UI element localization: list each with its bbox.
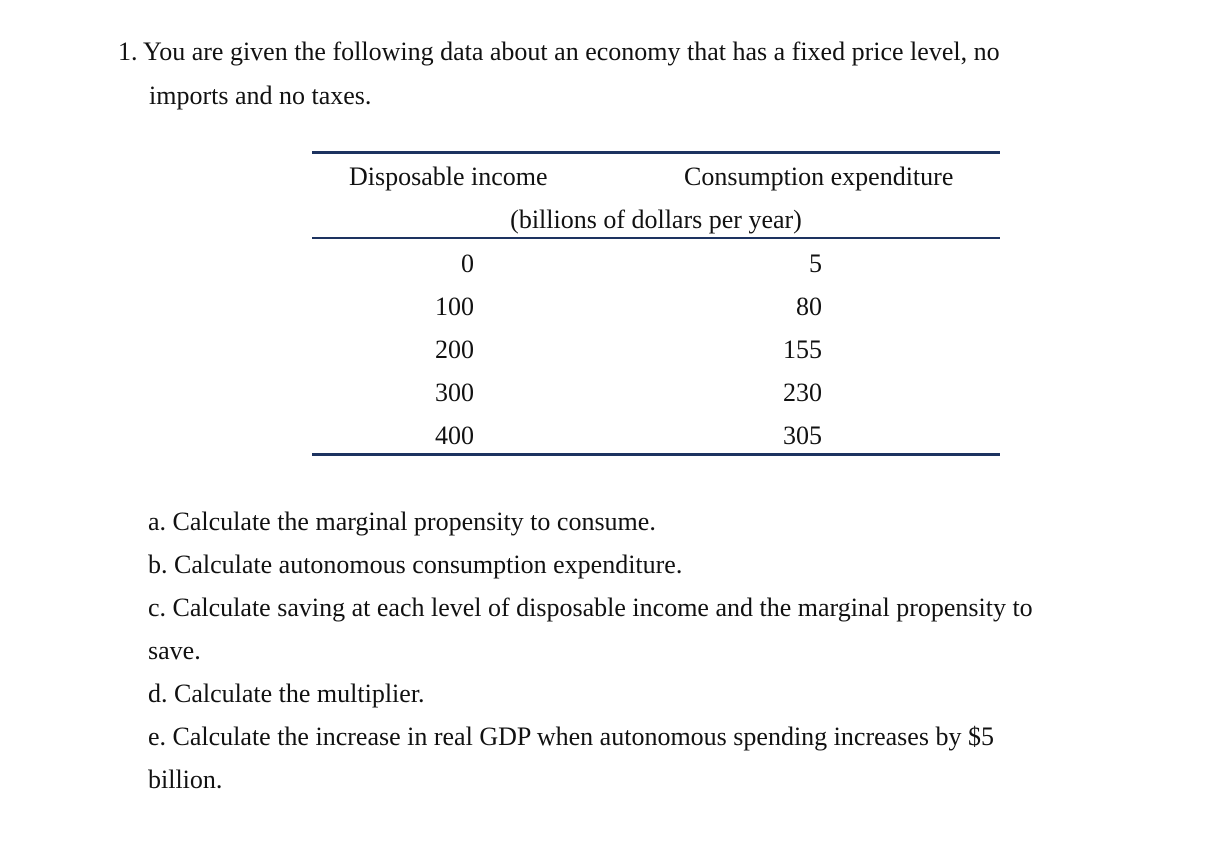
column-header-consumption-expenditure: Consumption expenditure <box>684 162 954 191</box>
table-bottom-rule <box>312 453 1000 456</box>
question-e: e. Calculate the increase in real GDP when autonomous spending increases by $5 <box>148 722 994 751</box>
income-cell: 300 <box>435 378 474 407</box>
question-c: c. Calculate saving at each level of disposable income and the marginal propensity to <box>148 593 1033 622</box>
table-row <box>312 246 1000 289</box>
problem-intro-line-2: imports and no taxes. <box>149 81 372 110</box>
table-units-label: (billions of dollars per year) <box>510 205 802 234</box>
question-c-continued: save. <box>148 636 201 665</box>
column-header-disposable-income: Disposable income <box>349 162 548 191</box>
problem-intro-line-1: 1. You are given the following data about an economy that has a fixed price level, no <box>118 37 1000 66</box>
consumption-cell: 305 <box>783 421 822 450</box>
table-row <box>312 332 1000 375</box>
question-list <box>148 500 1148 801</box>
consumption-cell: 155 <box>783 335 822 364</box>
income-cell: 100 <box>435 292 474 321</box>
table-header-rule <box>312 237 1000 239</box>
problem-statement <box>118 30 1178 118</box>
income-cell: 0 <box>461 249 474 278</box>
question-b: b. Calculate autonomous consumption expenditure. <box>148 550 683 579</box>
table-row <box>312 375 1000 418</box>
table-body <box>312 246 1000 461</box>
question-a: a. Calculate the marginal propensity to consume. <box>148 507 656 536</box>
question-d: d. Calculate the multiplier. <box>148 679 425 708</box>
consumption-cell: 230 <box>783 378 822 407</box>
question-e-continued: billion. <box>148 765 223 794</box>
income-cell: 400 <box>435 421 474 450</box>
table-row <box>312 289 1000 332</box>
consumption-cell: 80 <box>796 292 822 321</box>
income-cell: 200 <box>435 335 474 364</box>
table-top-rule <box>312 151 1000 154</box>
consumption-cell: 5 <box>809 249 822 278</box>
